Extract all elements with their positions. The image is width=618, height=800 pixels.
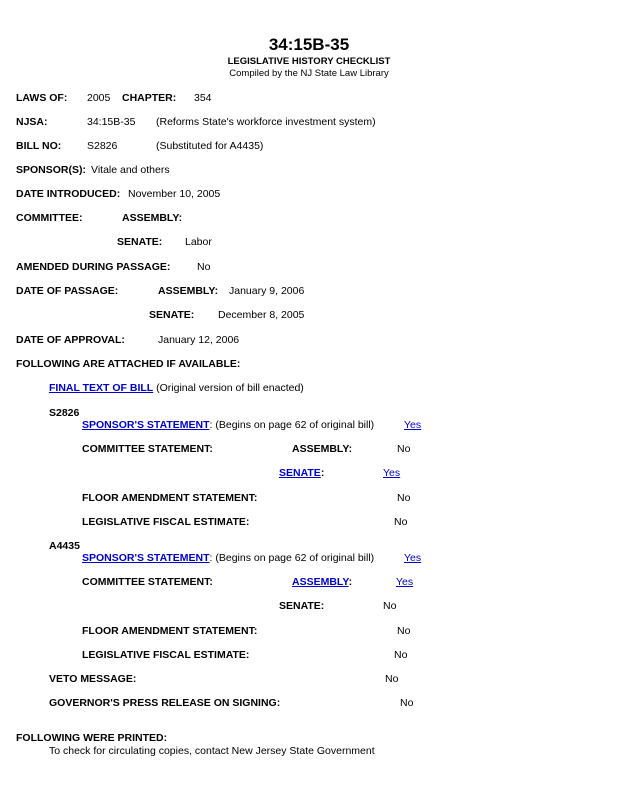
s2826-sponsor-row bbox=[82, 420, 374, 431]
s2826-sponsor-note: : (Begins on page 62 of original bill) bbox=[209, 419, 375, 431]
a4435-fiscal-value: No bbox=[394, 649, 408, 661]
sponsors-value: Vitale and others bbox=[91, 164, 170, 176]
final-text-link[interactable]: FINAL TEXT OF BILL bbox=[49, 382, 154, 394]
amended-label: AMENDED DURING PASSAGE: bbox=[16, 261, 171, 273]
veto-message-value: No bbox=[385, 673, 399, 685]
chapter-label: CHAPTER: bbox=[122, 92, 177, 104]
s2826-committee-assembly-value: No bbox=[397, 443, 411, 455]
njsa-value: 34:15B-35 bbox=[87, 116, 136, 128]
bill-no-note: (Substituted for A4435) bbox=[156, 140, 264, 152]
s2826-committee-label: COMMITTEE STATEMENT: bbox=[82, 443, 213, 455]
a4435-senate-label: SENATE: bbox=[279, 600, 325, 612]
committee-label: COMMITTEE: bbox=[16, 212, 83, 224]
s2826-senate-colon: : bbox=[320, 467, 325, 479]
a4435-sponsor-row bbox=[82, 553, 374, 564]
njsa-description: (Reforms State's workforce investment system) bbox=[156, 116, 376, 128]
date-of-approval-label: DATE OF APPROVAL: bbox=[16, 334, 125, 346]
a4435-sponsor-yes-link[interactable]: Yes bbox=[404, 552, 422, 564]
a4435-sponsor-note: : (Begins on page 62 of original bill) bbox=[209, 552, 375, 564]
a4435-floor-label: FLOOR AMENDMENT STATEMENT: bbox=[82, 625, 258, 637]
final-text-note: (Original version of bill enacted) bbox=[156, 382, 304, 394]
passage-assembly-date: January 9, 2006 bbox=[229, 285, 305, 297]
njsa-label: NJSA: bbox=[16, 116, 48, 128]
committee-senate-value: Labor bbox=[185, 236, 212, 248]
committee-senate-label: SENATE: bbox=[117, 236, 163, 248]
press-release-value: No bbox=[400, 697, 414, 709]
passage-assembly-label: ASSEMBLY: bbox=[158, 285, 219, 297]
amended-value: No bbox=[197, 261, 211, 273]
final-text-row bbox=[49, 383, 304, 394]
s2826-label: S2826 bbox=[49, 407, 80, 419]
date-of-passage-label: DATE OF PASSAGE: bbox=[16, 285, 119, 297]
s2826-floor-value: No bbox=[397, 492, 411, 504]
passage-senate-label: SENATE: bbox=[149, 309, 195, 321]
s2826-senate-link[interactable]: SENATE bbox=[279, 467, 321, 479]
a4435-senate-value: No bbox=[383, 600, 397, 612]
date-introduced-value: November 10, 2005 bbox=[128, 188, 221, 200]
a4435-floor-value: No bbox=[397, 625, 411, 637]
attached-heading: FOLLOWING ARE ATTACHED IF AVAILABLE: bbox=[16, 358, 241, 370]
press-release-label: GOVERNOR'S PRESS RELEASE ON SIGNING: bbox=[49, 697, 281, 709]
laws-of-year: 2005 bbox=[87, 92, 111, 104]
printed-heading: FOLLOWING WERE PRINTED: bbox=[16, 732, 168, 744]
a4435-committee-label: COMMITTEE STATEMENT: bbox=[82, 576, 213, 588]
date-introduced-label: DATE INTRODUCED: bbox=[16, 188, 121, 200]
a4435-assembly-link[interactable]: ASSEMBLY bbox=[292, 576, 349, 588]
chapter-value: 354 bbox=[194, 92, 212, 104]
s2826-floor-label: FLOOR AMENDMENT STATEMENT: bbox=[82, 492, 258, 504]
printed-note: To check for circulating copies, contact New Jersey State Government bbox=[49, 745, 375, 757]
s2826-fiscal-label: LEGISLATIVE FISCAL ESTIMATE: bbox=[82, 516, 250, 528]
compiled-by: Compiled by the NJ State Law Library bbox=[229, 68, 389, 79]
sponsors-label: SPONSOR(S): bbox=[16, 164, 87, 176]
laws-of-label: LAWS OF: bbox=[16, 92, 68, 104]
a4435-label: A4435 bbox=[49, 540, 80, 552]
bill-no-value: S2826 bbox=[87, 140, 118, 152]
s2826-committee-assembly-label: ASSEMBLY: bbox=[292, 443, 353, 455]
page-title: 34:15B-35 bbox=[268, 35, 350, 54]
a4435-fiscal-label: LEGISLATIVE FISCAL ESTIMATE: bbox=[82, 649, 250, 661]
committee-assembly-label: ASSEMBLY: bbox=[122, 212, 183, 224]
checklist-subtitle: LEGISLATIVE HISTORY CHECKLIST bbox=[227, 56, 391, 67]
s2826-fiscal-value: No bbox=[394, 516, 408, 528]
s2826-senate-row bbox=[279, 468, 324, 479]
s2826-sponsor-statement-link[interactable]: SPONSOR'S STATEMENT bbox=[82, 419, 210, 431]
passage-senate-date: December 8, 2005 bbox=[218, 309, 305, 321]
s2826-senate-yes-link[interactable]: Yes bbox=[383, 467, 401, 479]
a4435-assembly-colon: : bbox=[348, 576, 353, 588]
a4435-assembly-row bbox=[292, 577, 352, 588]
s2826-sponsor-yes-link[interactable]: Yes bbox=[404, 419, 422, 431]
a4435-assembly-yes-link[interactable]: Yes bbox=[396, 576, 414, 588]
date-of-approval-value: January 12, 2006 bbox=[158, 334, 240, 346]
a4435-sponsor-statement-link[interactable]: SPONSOR'S STATEMENT bbox=[82, 552, 210, 564]
bill-no-label: BILL NO: bbox=[16, 140, 62, 152]
veto-message-label: VETO MESSAGE: bbox=[49, 673, 137, 685]
